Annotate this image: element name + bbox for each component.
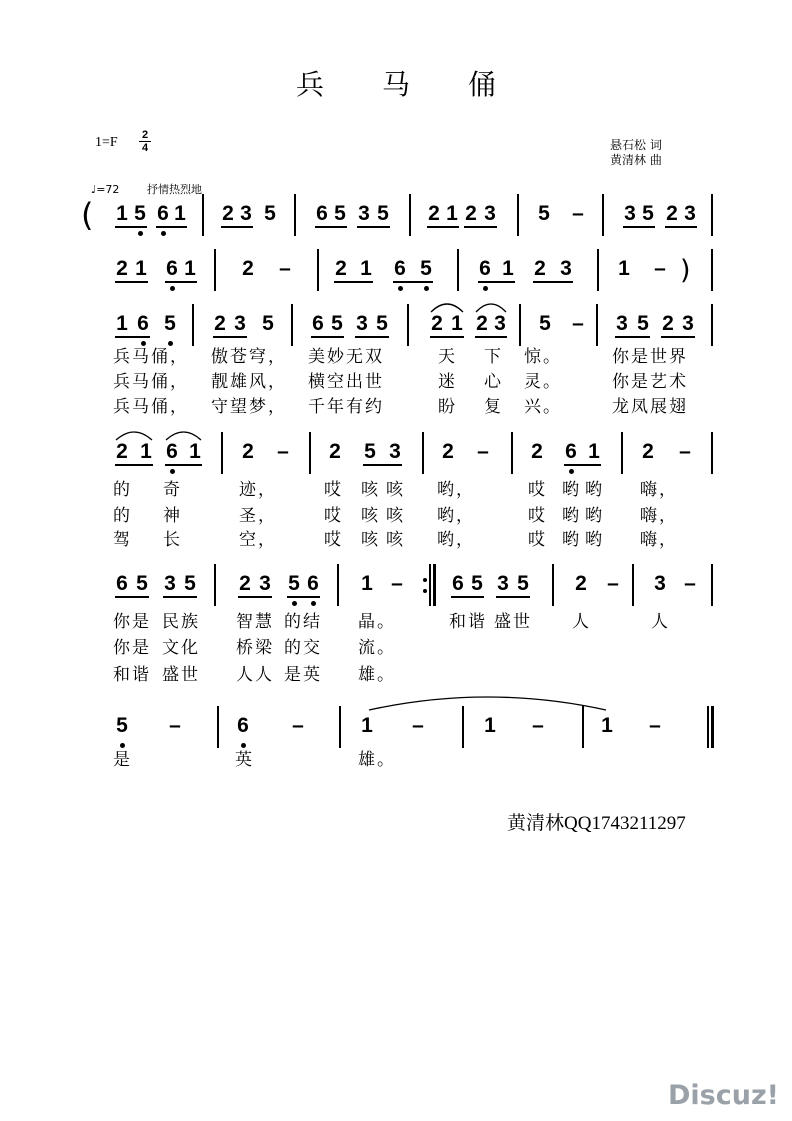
barline: [711, 249, 713, 291]
barline: [582, 706, 584, 748]
lyric-syllable: 哎: [528, 530, 547, 550]
sustain-dash: –: [679, 440, 691, 463]
eighth-note-underline: [496, 596, 530, 598]
note: 3: [389, 440, 401, 463]
lyric-syllable: 咳: [361, 530, 380, 550]
note: 3: [259, 572, 271, 595]
note: 2: [666, 202, 678, 225]
sustain-dash: –: [572, 312, 584, 335]
note: 1: [360, 257, 372, 280]
lyric-syllable: 你是艺术: [612, 372, 688, 392]
lyric-syllable: 文化: [162, 638, 200, 658]
lyric-syllable: 咳: [361, 480, 380, 500]
lyric-syllable: 雄。: [358, 750, 396, 770]
lyric-syllable: 哟: [562, 506, 581, 526]
eighth-note-underline: [615, 336, 650, 338]
barline: [457, 249, 459, 291]
lyric-syllable: 晶。: [358, 612, 396, 632]
note: 5: [420, 257, 432, 280]
note: 1: [116, 202, 128, 225]
note: 5: [538, 202, 550, 225]
note: 5: [471, 572, 483, 595]
eighth-note-underline: [355, 336, 389, 338]
note: 1: [601, 714, 613, 737]
lyric-syllable: 哟: [562, 480, 581, 500]
lyric-syllable: 奇: [163, 480, 182, 500]
note: 2: [442, 440, 454, 463]
note: 2: [662, 312, 674, 335]
repeat-end-thin-barline: [429, 564, 431, 606]
barline: [602, 194, 604, 236]
note: 3: [684, 202, 696, 225]
note: 2: [642, 440, 654, 463]
arranger-contact: 黄清林QQ1743211297: [507, 813, 686, 834]
eighth-note-underline: [165, 281, 197, 283]
lyric-syllable: 桥梁: [236, 638, 274, 658]
barline: [422, 432, 424, 474]
note: 3: [234, 312, 246, 335]
note: 2: [534, 257, 546, 280]
lyric-syllable: 你是: [113, 612, 151, 632]
lyric-syllable: 下: [484, 347, 503, 367]
sustain-dash: –: [292, 714, 304, 737]
barline: [552, 564, 554, 606]
note: 2: [476, 312, 488, 335]
note: 3: [497, 572, 509, 595]
low-octave-dot: [311, 601, 316, 606]
low-octave-dot: [398, 286, 403, 291]
note: 2: [431, 312, 443, 335]
note: 2: [531, 440, 543, 463]
key-signature: 1=F: [95, 135, 118, 150]
lyric-syllable: 的结: [284, 612, 322, 632]
sustain-dash: –: [572, 202, 584, 225]
lyric-syllable: 靓雄风，: [211, 372, 287, 392]
note: 2: [428, 202, 440, 225]
note: 3: [616, 312, 628, 335]
eighth-note-underline: [165, 464, 202, 466]
eighth-note-underline: [115, 226, 147, 228]
note: 6: [166, 257, 178, 280]
note: 1: [484, 714, 496, 737]
lyric-syllable: 惊。: [524, 347, 562, 367]
barline: [294, 194, 296, 236]
note: 5: [517, 572, 529, 595]
composer-credit: 黄清林 曲: [610, 153, 662, 167]
lyric-syllable: 哟: [585, 480, 604, 500]
eighth-note-underline: [393, 281, 433, 283]
lyric-syllable: 流。: [358, 638, 396, 658]
lyric-syllable: 圣，: [239, 506, 277, 526]
barline: [517, 194, 519, 236]
eighth-note-underline: [311, 336, 344, 338]
note: 5: [288, 572, 300, 595]
note: 2: [329, 440, 341, 463]
barline: [711, 432, 713, 474]
slur: [476, 304, 506, 312]
eighth-note-underline: [115, 464, 153, 466]
low-octave-dot: [483, 286, 488, 291]
lyric-syllable: 哟，: [437, 480, 475, 500]
slur: [166, 432, 201, 440]
note: 5: [376, 312, 388, 335]
note: 1: [184, 257, 196, 280]
repeat-end-thick-barline: [433, 564, 436, 606]
barline: [462, 706, 464, 748]
lyric-syllable: 空，: [239, 530, 277, 550]
lyric-syllable: 和谐: [113, 665, 151, 685]
lyric-syllable: 哟，: [437, 506, 475, 526]
lyric-syllable: 哟，: [437, 530, 475, 550]
final-thick-barline: [711, 706, 714, 748]
barline: [309, 432, 311, 474]
lyric-syllable: 心: [484, 372, 503, 392]
lyric-syllable: 英: [235, 750, 254, 770]
lyric-syllable: 哟: [585, 530, 604, 550]
note: 5: [331, 312, 343, 335]
eighth-note-underline: [464, 226, 497, 228]
low-octave-dot: [168, 341, 173, 346]
note: 2: [222, 202, 234, 225]
lyric-syllable: 人: [572, 612, 591, 632]
barline: [221, 432, 223, 474]
lyric-syllable: 兵马俑，: [113, 347, 189, 367]
lyric-syllable: 千年有约: [308, 397, 384, 417]
lyric-syllable: 兵马俑，: [113, 397, 189, 417]
eighth-note-underline: [156, 226, 187, 228]
note: 1: [189, 440, 201, 463]
note: 2: [116, 440, 128, 463]
note: 3: [484, 202, 496, 225]
eighth-note-underline: [115, 596, 149, 598]
low-octave-dot: [170, 286, 175, 291]
eighth-note-underline: [564, 464, 601, 466]
eighth-note-underline: [315, 226, 347, 228]
note: 1: [140, 440, 152, 463]
repeat-close-paren: ): [680, 255, 691, 286]
lyric-syllable: 民族: [162, 612, 200, 632]
note: 3: [560, 257, 572, 280]
lyric-syllable: 横空出世: [308, 372, 384, 392]
sustain-dash: –: [277, 440, 289, 463]
low-octave-dot: [138, 231, 143, 236]
lyric-syllable: 兵马俑，: [113, 372, 189, 392]
barline: [711, 304, 713, 346]
lyric-syllable: 嗨，: [640, 506, 678, 526]
lyric-syllable: 咳: [386, 530, 405, 550]
low-octave-dot: [569, 469, 574, 474]
lyric-syllable: 迷: [438, 372, 457, 392]
lyric-syllable: 咳: [386, 506, 405, 526]
slur: [116, 432, 152, 440]
lyric-syllable: 盼: [438, 397, 457, 417]
note: 6: [316, 202, 328, 225]
lyric-syllable: 咳: [386, 480, 405, 500]
note: 1: [451, 312, 463, 335]
lyric-syllable: 复: [484, 397, 503, 417]
note: 5: [184, 572, 196, 595]
sustain-dash: –: [412, 714, 424, 737]
barline: [621, 432, 623, 474]
sustain-dash: –: [391, 572, 403, 595]
lyric-syllable: 你是: [113, 638, 151, 658]
note: 6: [394, 257, 406, 280]
sustain-dash: –: [654, 257, 666, 280]
lyric-syllable: 傲苍穹，: [211, 347, 287, 367]
lyric-syllable: 嗨，: [640, 480, 678, 500]
note: 5: [134, 202, 146, 225]
lyric-syllable: 神: [163, 506, 182, 526]
sustain-dash: –: [532, 714, 544, 737]
low-octave-dot: [241, 743, 246, 748]
note: 5: [334, 202, 346, 225]
lyric-syllable: 长: [163, 530, 182, 550]
note: 1: [116, 312, 128, 335]
sustain-dash: –: [169, 714, 181, 737]
lyric-syllable: 哎: [528, 480, 547, 500]
barline: [711, 564, 713, 606]
note: 5: [264, 202, 276, 225]
eighth-note-underline: [221, 226, 253, 228]
eighth-note-underline: [115, 336, 150, 338]
lyric-syllable: 守望梦，: [211, 397, 287, 417]
tie: [369, 697, 606, 710]
eighth-note-underline: [427, 226, 459, 228]
repeat-dot: [423, 578, 427, 582]
barline: [711, 194, 713, 236]
note: 5: [116, 714, 128, 737]
eighth-note-underline: [163, 596, 197, 598]
lyric-syllable: 咳: [361, 506, 380, 526]
note: 6: [479, 257, 491, 280]
eighth-note-underline: [430, 336, 464, 338]
note: 2: [242, 440, 254, 463]
note: 1: [446, 202, 458, 225]
eighth-note-underline: [115, 281, 148, 283]
low-octave-dot: [170, 469, 175, 474]
lyric-syllable: 哎: [528, 506, 547, 526]
note: 1: [588, 440, 600, 463]
note: 5: [364, 440, 376, 463]
lyric-syllable: 哟: [562, 530, 581, 550]
note: 1: [502, 257, 514, 280]
lyric-syllable: 人人: [236, 665, 274, 685]
note: 6: [137, 312, 149, 335]
barline: [217, 706, 219, 748]
time-signature-denominator: 4: [141, 142, 149, 154]
sustain-dash: –: [279, 257, 291, 280]
note: 3: [624, 202, 636, 225]
low-octave-dot: [161, 231, 166, 236]
sustain-dash: –: [684, 572, 696, 595]
eighth-note-underline: [533, 281, 573, 283]
barline: [409, 194, 411, 236]
eighth-note-underline: [238, 596, 272, 598]
eighth-note-underline: [357, 226, 390, 228]
tempo-mark: ♩=72: [91, 183, 120, 196]
sustain-dash: –: [477, 440, 489, 463]
eighth-note-underline: [475, 336, 507, 338]
note: 6: [307, 572, 319, 595]
note: 3: [682, 312, 694, 335]
note: 1: [361, 714, 373, 737]
lyric-syllable: 和谐: [449, 612, 487, 632]
lyric-syllable: 的: [113, 480, 132, 500]
lyric-syllable: 你是世界: [612, 347, 688, 367]
lyric-syllable: 迹，: [239, 480, 277, 500]
note: 1: [174, 202, 186, 225]
note: 5: [136, 572, 148, 595]
lyric-syllable: 美妙无双: [308, 347, 384, 367]
note: 2: [335, 257, 347, 280]
note: 2: [242, 257, 254, 280]
final-thin-barline: [707, 706, 709, 748]
time-signature: [139, 129, 151, 154]
note: 1: [135, 257, 147, 280]
note: 2: [575, 572, 587, 595]
song-title: 兵马俑: [296, 68, 555, 101]
barline: [337, 564, 339, 606]
slur: [431, 304, 463, 312]
note: 3: [358, 202, 370, 225]
note: 5: [539, 312, 551, 335]
note: 2: [214, 312, 226, 335]
lyric-syllable: 驾: [113, 530, 132, 550]
note: 3: [356, 312, 368, 335]
eighth-note-underline: [451, 596, 484, 598]
eighth-note-underline: [334, 281, 373, 283]
note: 1: [618, 257, 630, 280]
note: 6: [565, 440, 577, 463]
lyric-syllable: 的: [113, 506, 132, 526]
barline: [519, 304, 521, 346]
lyric-syllable: 兴。: [524, 397, 562, 417]
eighth-note-underline: [478, 281, 515, 283]
note: 3: [164, 572, 176, 595]
barline: [596, 304, 598, 346]
lyric-syllable: 龙凤展翅: [612, 397, 688, 417]
time-signature-numerator: 2: [139, 129, 151, 142]
note: 2: [239, 572, 251, 595]
lyric-syllable: 智慧: [236, 612, 274, 632]
lyric-syllable: 雄。: [358, 665, 396, 685]
note: 6: [237, 714, 249, 737]
forum-watermark: Discuz!: [668, 1080, 779, 1111]
repeat-open-paren: (: [81, 196, 94, 234]
low-octave-dot: [424, 286, 429, 291]
barline: [214, 564, 216, 606]
lyric-syllable: 哎: [324, 506, 343, 526]
note: 2: [116, 257, 128, 280]
note: 5: [164, 312, 176, 335]
eighth-note-underline: [623, 226, 655, 228]
eighth-note-underline: [363, 464, 402, 466]
barline: [339, 706, 341, 748]
note: 3: [240, 202, 252, 225]
note: 6: [452, 572, 464, 595]
barline: [291, 304, 293, 346]
note: 5: [377, 202, 389, 225]
lyric-syllable: 盛世: [494, 612, 532, 632]
note: 5: [262, 312, 274, 335]
barline: [407, 304, 409, 346]
low-octave-dot: [120, 743, 125, 748]
eighth-note-underline: [661, 336, 695, 338]
sustain-dash: –: [649, 714, 661, 737]
lyric-syllable: 嗨，: [640, 530, 678, 550]
barline: [317, 249, 319, 291]
lyric-syllable: 是英: [284, 665, 322, 685]
note: 5: [637, 312, 649, 335]
note: 5: [642, 202, 654, 225]
barline: [192, 304, 194, 346]
lyric-syllable: 哎: [324, 480, 343, 500]
lyric-syllable: 盛世: [162, 665, 200, 685]
eighth-note-underline: [213, 336, 247, 338]
barline: [214, 249, 216, 291]
repeat-dot: [423, 589, 427, 593]
note: 3: [654, 572, 666, 595]
eighth-note-underline: [287, 596, 320, 598]
lyric-syllable: 的交: [284, 638, 322, 658]
note: 1: [361, 572, 373, 595]
expression-mark: 抒情热烈地: [147, 183, 202, 196]
lyricist-credit: 悬石松 词: [610, 138, 662, 152]
low-octave-dot: [292, 601, 297, 606]
lyric-syllable: 灵。: [524, 372, 562, 392]
lyric-syllable: 哎: [324, 530, 343, 550]
lyric-syllable: 人: [651, 612, 670, 632]
note: 6: [116, 572, 128, 595]
note: 2: [465, 202, 477, 225]
barline: [511, 432, 513, 474]
barline: [597, 249, 599, 291]
note: 6: [157, 202, 169, 225]
sustain-dash: –: [607, 572, 619, 595]
barline: [632, 564, 634, 606]
low-octave-dot: [141, 341, 146, 346]
note: 6: [166, 440, 178, 463]
note: 3: [494, 312, 506, 335]
barline: [202, 194, 204, 236]
note: 6: [312, 312, 324, 335]
lyric-syllable: 哟: [585, 506, 604, 526]
lyric-syllable: 是: [113, 750, 132, 770]
eighth-note-underline: [665, 226, 697, 228]
lyric-syllable: 天: [438, 347, 457, 367]
